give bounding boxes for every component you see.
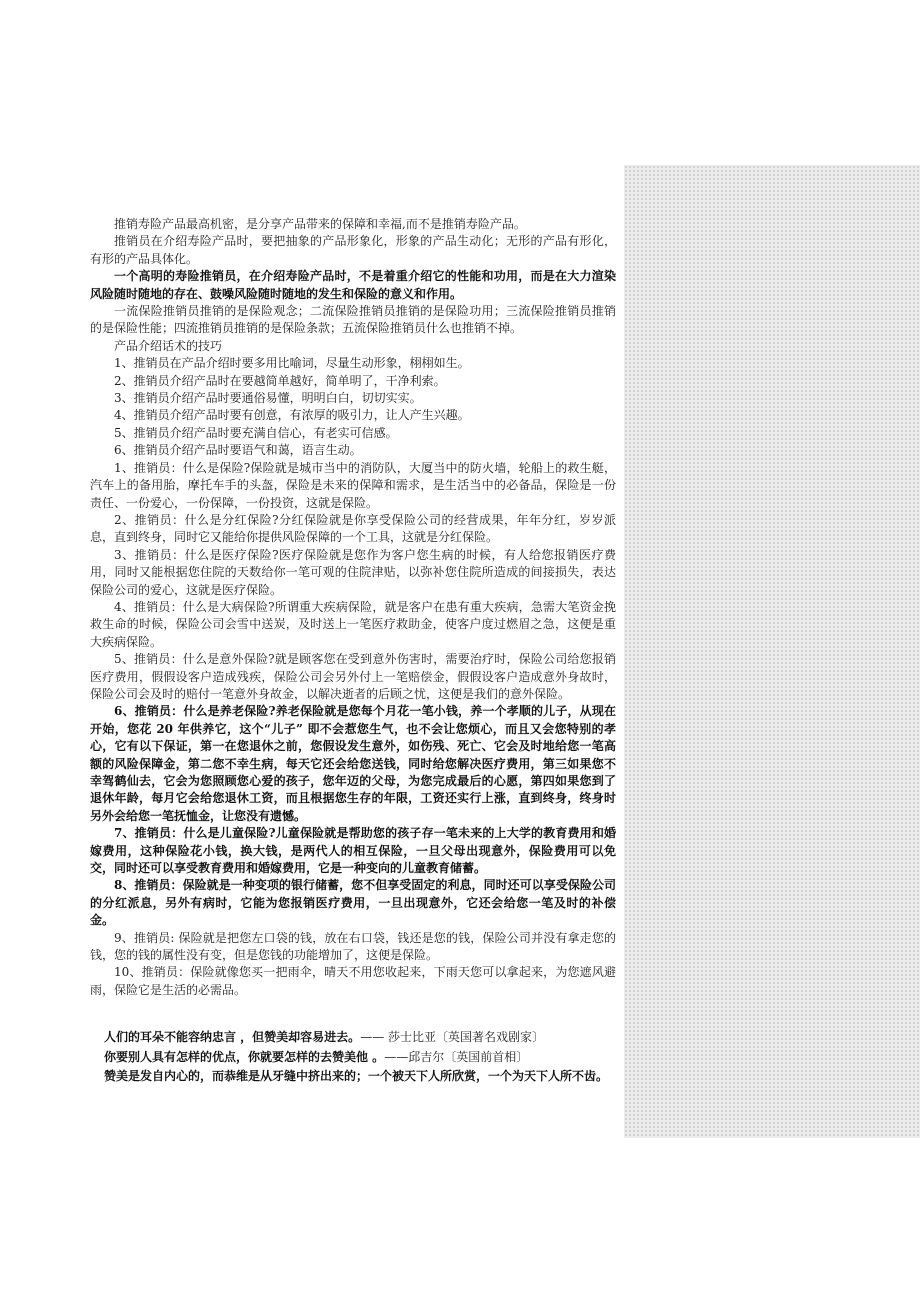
quotes-block (90, 1028, 630, 1087)
paragraph: 推销员在介绍寿险产品时，要把抽象的产品形象化，形象的产品生动化；无形的产品有形化，有形的产品具体化。 (90, 234, 616, 266)
quote-line (90, 1028, 630, 1048)
tip-item: 5、推销员介绍产品时要充满自信心，有老实可信感。 (114, 425, 398, 440)
script-item-bold: 7、推销员：什么是儿童保险?儿童保险就是帮助您的孩子存一笔未来的上大学的教育费用和婚嫁费用，这种保险花小钱，换大钱，是两代人的相互保险，一旦父母出现意外，保险费用可以免交，同时还可以享受教育费用和婚嫁费用，它是一种变向的儿童教育储蓄。 (90, 826, 616, 876)
script-item-bold: 6、推销员：什么是养老保险?养老保险就是您每个月花一笔小钱，养一个孝顺的儿子，从现在开始，您花 20 年供养它，这个“儿子” 即不会惹您生气，也不会让您烦心，而且又会您特别的孝心，它有以下保证，第一在您退休之前，您假设发生意外，如伤残、死亡、它会及时地给您一笔高额的风险保障金，第二您不幸生病，每天它还会给您送钱，同时给您解决医疗费用，第三如果您不幸驾鹤仙去，它会为您照顾您心爱的孩子，您年迈的父母，为您完成最后的心愿，第四如果您到了退休年龄，每月它会给您退休工资，而且根据您生存的年限，工资还实行上涨，直到终身，终身时另外会给您一笔抚恤金，让您没有遗憾。 (90, 704, 616, 823)
script-item: 3、推销员：什么是医疗保险?医疗保险就是您作为客户您生病的时候，有人给您报销医疗费用，同时又能根据您住院的天数给你一笔可观的住院津贴，以弥补您住院所造成的间接损失，表达保险公司的爱心，这就是医疗保险。 (90, 547, 616, 597)
tip-item: 6、推销员介绍产品时要语气和蔼，语言生动。 (114, 443, 362, 458)
script-item: 4、推销员：什么是大病保险?所谓重大疾病保险，就是客户在患有重大疾病，急需大笔资金挽救生命的时候，保险公司会雪中送炭，及时送上一笔医疗救助金，使客户度过燃眉之急，这便是重大疾病保险。 (90, 599, 616, 649)
paragraph: 一流保险推销员推销的是保险观念；二流保险推销员推销的是保险功用；三流保险推销员推销的是保险性能；四流推销员推销的是保险条款；五流保险推销员什么也推销不掉。 (90, 304, 616, 336)
tip-item: 3、推销员介绍产品时要通俗易懂，明明白白，切切实实。 (114, 391, 422, 406)
script-item: 5、推销员：什么是意外保险?就是顾客您在受到意外伤害时，需要治疗时，保险公司给您报销医疗费用，假假设客户造成残疾，保险公司会另外付上一笔赔偿金，假假设客户造成意外身故时，保险公司会及时的赔付一笔意外身故金，以解决逝者的后顾之忧，这便是我们的意外保险。 (90, 652, 616, 701)
quote-text: 赞美是发自内心的，而恭维是从牙缝中挤出来的；一个被天下人所欣赏，一个为天下人所不齿。 (104, 1069, 609, 1083)
quote-attribution: —— 莎士比亚〔英国著名戏剧家〕 (360, 1030, 545, 1044)
script-item: 2、推销员：什么是分红保险?分红保险就是你享受保险公司的经营成果，年年分红，岁岁派息，直到终身，同时它又能给你提供风险保障的一个工具，这就是分红保险。 (90, 512, 616, 545)
quote-attribution: ——邱吉尔〔英国前首相〕 (384, 1049, 529, 1064)
script-item: 10、推销员：保险就像您买一把雨伞，晴天不用您收起来，下雨天您可以拿起来，为您遮风避雨，保险它是生活的必需品。 (90, 965, 616, 997)
document-body (90, 216, 616, 999)
tip-item: 4、推销员介绍产品时要有创意，有浓厚的吸引力，让人产生兴趣。 (114, 408, 470, 423)
script-item: 9、推销员: 保险就是把您左口袋的钱，放在右口袋，钱还是您的钱，保险公司并没有拿走您的钱，您的钱的属性没有变，但是您钱的功能增加了，这便是保险。 (90, 930, 616, 963)
quote-line (90, 1067, 630, 1087)
tip-item: 2、推销员介绍产品时在要越简单越好，简单明了，干净利索。 (114, 373, 446, 388)
quote-line (90, 1048, 630, 1068)
paragraph: 推销寿险产品最高机密，是分享产品带来的保障和幸福,而不是推销寿险产品。 (114, 217, 526, 231)
side-panel (624, 165, 920, 1138)
quote-text: 人们的耳朵不能容纳忠言 ，但赞美却容易进去。 (104, 1030, 361, 1044)
script-item-bold: 8、推销员：保险就是一种变项的银行储蓄，您不但享受固定的利息，同时还可以享受保险公司的分红派息，另外有病时，它能为您报销医疗费用，一旦出现意外，它还会给您一笔及时的补偿金。 (90, 878, 616, 928)
section-heading: 产品介绍话术的技巧 (114, 338, 223, 353)
quote-text: 你要别人具有怎样的优点，你就要怎样的去赞美他 。 (104, 1049, 385, 1064)
script-item: 1、推销员：什么是保险?保险就是城市当中的消防队，大厦当中的防火墙，轮船上的救生艇，汽车上的备用胎，摩托车手的头盔，保险是未来的保障和需求，是生活当中的必备品，保险是一份责任、一份爱心，一份保障，一份投资，这就是保险。 (90, 460, 616, 510)
paragraph-bold: 一个高明的寿险推销员，在介绍寿险产品时，不是着重介绍它的性能和功用，而是在大力渲染风险随时随地的存在、鼓噪风险随时随地的发生和保险的意义和作用。 (90, 269, 616, 301)
tip-item: 1、推销员在产品介绍时要多用比喻词，尽量生动形象，栩栩如生。 (114, 356, 470, 371)
